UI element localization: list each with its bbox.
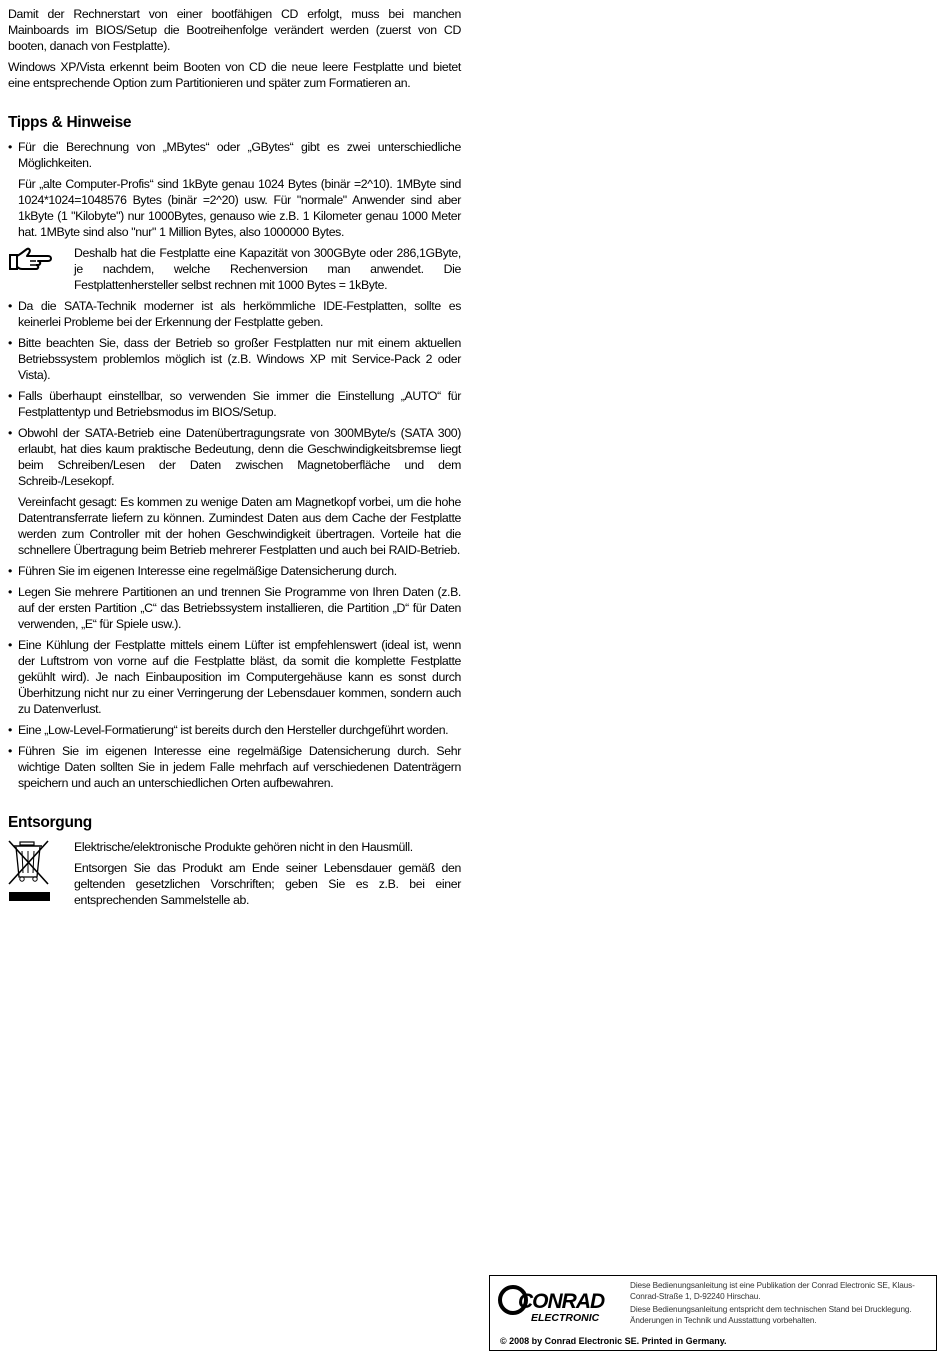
tip-text: • Obwohl der SATA-Betrieb eine Datenübertragungsrate von 300MByte/s (SATA 300) erlaubt, hat dies kaum praktische Bedeutung, denn die Geschwindigkeitsbremse liegt beim Schreiben/Lesen der Daten zwischen Magnetoberfläche und dem Schreib-/Lesekopf.: [18, 426, 461, 488]
tip-text: • Führen Sie im eigenen Interesse eine regelmäßige Datensicherung durch.: [18, 564, 397, 578]
publisher-footer: [489, 1275, 937, 1351]
tip-text: • Für die Berechnung von „MBytes“ oder „GBytes“ gibt es zwei unterschiedliche Möglichkeiten.: [18, 140, 461, 170]
list-item: [8, 388, 461, 420]
intro-paragraph-1: Damit der Rechnerstart von einer bootfähigen CD erfolgt, muss bei manchen Mainboards im BIOS/Setup die Bootreihenfolge verändert werden (zuerst von CD booten, danach von Festplatte).: [8, 7, 461, 53]
list-item: [8, 425, 461, 558]
tip-text: • Falls überhaupt einstellbar, so verwenden Sie immer die Einstellung „AUTO“ für Festplattentyp und Betriebsmodus im BIOS/Setup.: [18, 389, 461, 419]
intro-paragraph-2: Windows XP/Vista erkennt beim Booten von CD die neue leere Festplatte und bietet eine entsprechende Option zum Partitionieren und später zum Formatieren an.: [8, 60, 461, 90]
logo-sub-text: ELECTRONIC: [531, 1312, 600, 1324]
tip-text: • Eine Kühlung der Festplatte mittels einem Lüfter ist empfehlenswert (ideal ist, wenn der Luftstrom von vorne auf die Festplatte bläst, da somit die komplette Festplatte gekühlt wird). Je nach Einbauposition im Computergehäuse kann es sonst durch Überhitzung nicht nur zu einer Verringerung der Lebensdauer kommen, sondern auch zu Datenverlust.: [18, 638, 461, 716]
conrad-logo: [498, 1284, 618, 1326]
tip-text: • Bitte beachten Sie, dass der Betrieb so großer Festplatten nur mit einem aktuellen Betriebssystem problemlos möglich ist (z.B. Windows XP mit Service-Pack 2 oder Vista).: [18, 336, 461, 382]
pointing-hand-icon: [8, 245, 74, 293]
tip-text: • Eine „Low-Level-Formatierung“ ist bereits durch den Hersteller durchgeführt worden.: [18, 723, 449, 737]
list-item: [8, 335, 461, 383]
disposal-block: [8, 839, 461, 913]
list-item: [8, 637, 461, 717]
note-text: Deshalb hat die Festplatte eine Kapazität von 300GByte oder 286,1GByte, je nachdem, welche Rechenversion man anwendet. Die Festplattenhersteller selbst rechnen mit 1000 Bytes = 1kByte.: [74, 246, 461, 292]
list-item: [8, 298, 461, 330]
list-item: [8, 139, 461, 240]
copyright-text: © 2008 by Conrad Electronic SE. Printed in Germany.: [500, 1336, 727, 1346]
crossed-bin-icon: [8, 839, 74, 913]
tips-heading: Tipps & Hinweise: [8, 114, 132, 131]
footer-line-1: Diese Bedienungsanleitung ist eine Publikation der Conrad Electronic SE, Klaus-Conrad-Straße 1, D-92240 Hirschau.: [630, 1281, 915, 1301]
tip-text: • Legen Sie mehrere Partitionen an und trennen Sie Programme von Ihren Daten (z.B. auf der ersten Partition „C“ das Betriebssystem installieren, die Partition „D“ für Daten verwenden, „E“ für Spiele usw.).: [18, 585, 461, 631]
disposal-heading: Entsorgung: [8, 814, 92, 831]
note-block: [8, 245, 461, 293]
list-item: [8, 584, 461, 632]
disposal-paragraph-2: Entsorgen Sie das Produkt am Ende seiner Lebensdauer gemäß den geltenden gesetzlichen Vorschriften; geben Sie es z.B. bei einer entsprechenden Sammelstelle ab.: [74, 861, 461, 907]
footer-line-2: Diese Bedienungsanleitung entspricht dem technischen Stand bei Drucklegung. Änderungen in Technik und Ausstattung vorbehalten.: [630, 1305, 912, 1325]
tip-detail: Vereinfacht gesagt: Es kommen zu wenige Daten am Magnetkopf vorbei, um die hohe Datentransferrate liefern zu können. Zumindest Daten aus dem Cache der Festplatte werden zum Controller mit der hohen Geschwindigkeit übertragen. Vorteile hat die schnellere Übertragung beim Betrieb mehrerer Festplatten und auch bei RAID-Betrieb.: [18, 495, 461, 557]
list-item: [8, 722, 461, 738]
main-column: [8, 6, 461, 913]
tips-list: [8, 139, 461, 240]
tip-detail: Für „alte Computer-Profis“ sind 1kByte genau 1024 Bytes (binär =2^10). 1MByte sind 1024*1024=1048576 Bytes (binär =2^20) usw. Für "normale" Anwender sind aber 1kByte (1 "Kilobyte") nur 1000Bytes, genauso wie z.B. 1 Kilometer genau 1000 Meter hat. 1MByte sind also "nur" 1 Million Bytes, also 1000000 Bytes.: [18, 177, 461, 239]
list-item: [8, 743, 461, 791]
tip-text: • Führen Sie im eigenen Interesse eine regelmäßige Datensicherung durch. Sehr wichtige Daten sollten Sie in jedem Falle mehrfach auf verschiedenen Datenträgern speichern und auch an unterschiedlichen Orten aufbewahren.: [18, 744, 461, 790]
disposal-paragraph-1: Elektrische/elektronische Produkte gehören nicht in den Hausmüll.: [74, 840, 413, 854]
tip-text: • Da die SATA-Technik moderner ist als herkömmliche IDE-Festplatten, sollte es keinerlei Probleme bei der Erkennung der Festplatte geben.: [18, 299, 461, 329]
logo-main-text: CONRAD: [518, 1290, 605, 1313]
list-item: [8, 563, 461, 579]
tips-list-continued: [8, 298, 461, 791]
